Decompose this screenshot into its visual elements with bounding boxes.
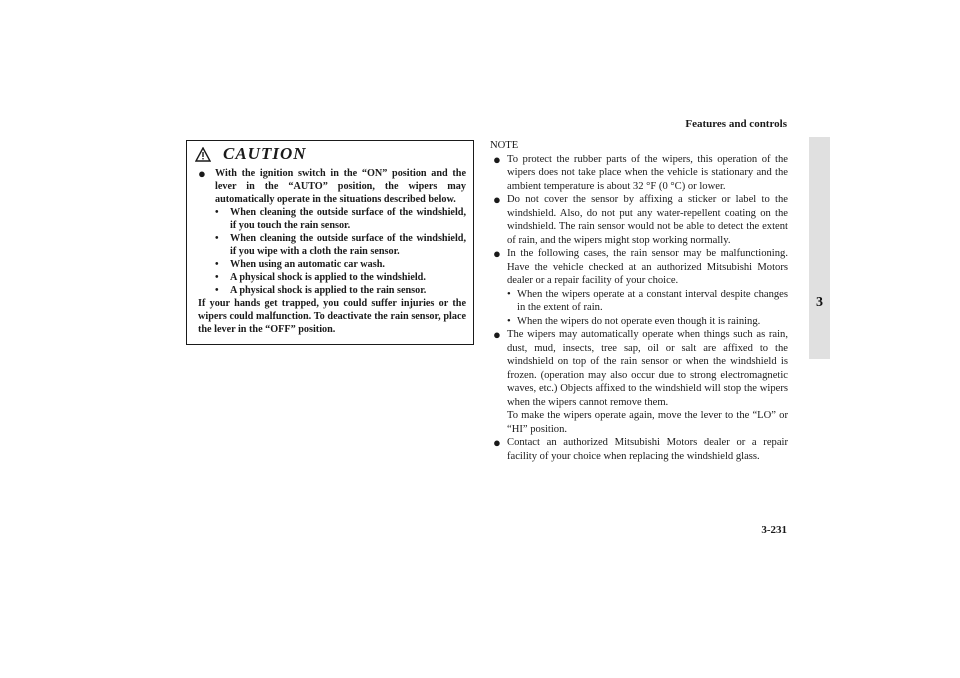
restart-text: To make the wipers operate again, move the lever to the “LO” or “HI” position. bbox=[507, 410, 788, 435]
bullet-icon: ● bbox=[493, 435, 501, 450]
note-item: ● In the following cases, the rain sensor may be malfunctioning. Have the vehicle checked at an authorized Mitsubishi Motors dealer or a repair facility of your choice. • When the wipers operate at a constant interval despite changes in the extent of rain. • When the wipers do not operate even though it is raining. bbox=[493, 246, 788, 327]
page-number: 3-231 bbox=[761, 524, 787, 536]
caution-header bbox=[187, 141, 473, 167]
bullet-icon: ● bbox=[493, 327, 501, 342]
caution-body bbox=[187, 167, 473, 336]
malfunction-case: • When the wipers operate at a constant interval despite changes in the extent of rain. bbox=[507, 288, 788, 313]
note-item: ● Contact an authorized Mitsubishi Motors dealer or a repair facility of your choice when replacing the windshield glass. bbox=[493, 435, 788, 462]
caution-main-text: With the ignition switch in the “ON” position and the lever in the “AUTO” position, the wipers may automatically operate in the situations described below. bbox=[215, 168, 466, 205]
warning-triangle-icon bbox=[195, 147, 211, 162]
bullet-icon: ● bbox=[493, 246, 501, 261]
caution-box bbox=[186, 140, 474, 345]
chapter-tab bbox=[809, 137, 830, 359]
bullet-icon: ● bbox=[493, 151, 501, 167]
caution-situation: • When using an automatic car wash. bbox=[215, 259, 385, 270]
caution-situation: • A physical shock is applied to the rain sensor. bbox=[215, 285, 427, 296]
caution-closing-text: If your hands get trapped, you could suffer injuries or the wipers could malfunction. To deactivate the rain sensor, place the lever in the “OFF” position. bbox=[198, 298, 466, 335]
caution-item bbox=[198, 167, 466, 336]
chapter-number: 3 bbox=[816, 295, 823, 310]
malfunction-case: • When the wipers do not operate even though it is raining. bbox=[507, 315, 761, 327]
caution-situation: • When cleaning the outside surface of the windshield, if you wipe with a cloth the rain sensor. bbox=[215, 233, 466, 257]
note-label: NOTE bbox=[490, 140, 519, 151]
note-item: ● The wipers may automatically operate when things such as rain, dust, mud, insects, tree sap, oil or salt are affixed to the windshield on top of the rain sensor or when the windshield is frozen. (operation may also occur due to strong electromagnetic waves, etc.) Objects affixed to the windshield will stop the wipers when the wipers cannot remove them. To make the wipers operate again, move the lever to the “LO” or “HI” position. bbox=[493, 327, 788, 435]
note-item: ● Do not cover the sensor by affixing a sticker or label to the windshield. Also, do not put any water-repellent coating on the windshield. The rain sensor would not be able to detect the extent of rain, and the wipers might stop working normally. bbox=[493, 192, 788, 246]
bullet-icon: ● bbox=[493, 192, 501, 207]
caution-title: CAUTION bbox=[223, 144, 307, 163]
caution-situation: • When cleaning the outside surface of the windshield, if you touch the rain sensor. bbox=[215, 207, 466, 231]
caution-situation: • A physical shock is applied to the windshield. bbox=[215, 272, 426, 283]
bullet-icon: ● bbox=[198, 166, 206, 181]
section-title: Features and controls bbox=[685, 118, 787, 130]
note-section bbox=[490, 139, 788, 463]
note-item: ● To protect the rubber parts of the wipers, this operation of the wipers does not take place when the vehicle is stationary and the ambient temperature is about 32 °F (0 °C) or lower. bbox=[493, 151, 788, 192]
